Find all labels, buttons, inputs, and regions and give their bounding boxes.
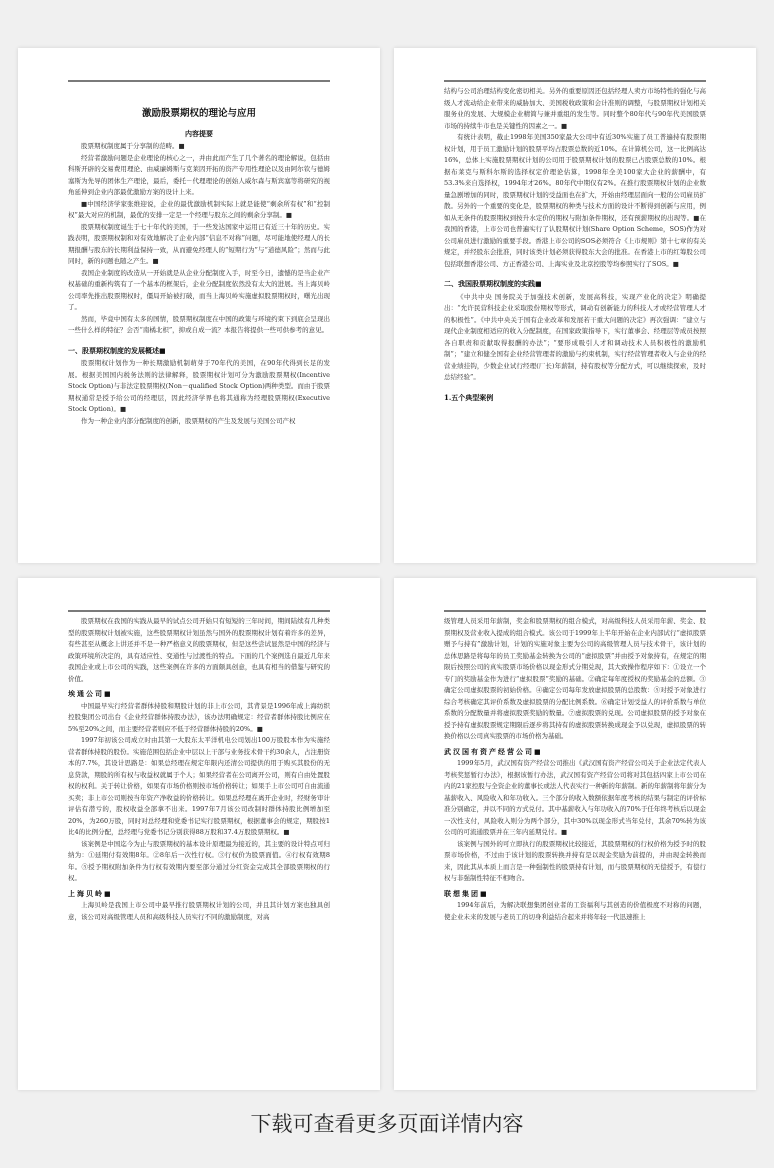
section-heading: 一、股票期权制度的发展概述■ [68,345,166,355]
case-heading: 联想集团■ [444,888,489,898]
body-paragraph: 结构与公司治理结构变化密切相关。另外的重要原因还包括经理人卖方市场特性的强化与高级人才流动给企业带来的威胁加大、美国税收政策和会计准则的调整，与股票期权计划相关服务业的发展、大规模企业精简与兼并重组的发生等。同时整个80年代与90年代美国股票市场的持续牛市也是关键性的因素之一。■ [444,87,706,130]
body-paragraph: 股票期权制度属于分享制的范畴。■ [81,142,185,150]
download-more-prompt[interactable]: 下载可查看更多页面详情内容 [250,1112,524,1136]
body-paragraph: 1994年前后，为解决联想集团创业者的工资福利与其创造的价值极度不对称的问题，使企业未来的发展与老员工的切身利益结合起来并将年轻一代迅速推上 [444,901,706,921]
document-page-4 [394,578,756,1090]
page-content [444,616,706,1070]
document-title: 激励股票期权的理论与应用 [141,108,256,119]
page-content [444,86,706,543]
abstract-label: 内容提要 [185,128,213,138]
body-paragraph: 1999年5月，武汉国有资产经营公司推出《武汉国有资产经营公司关于企业法定代表人考核奖惩暂行办法》，根据该暂行办法，武汉国有资产经营公司将对其包括四家上市公司在内的21家控股与全资企业的董事长或法人代表实行一种新的年薪制。新的年薪制将年薪分为基薪收入、风险收入和年功收入。三个部分的收入数额依据年度考核的结果与制定的评价标准分别确定，并以不同的方式兑付。其中基薪收入与年功收入的70%于任年终考核后以现金一次性支付，风险收入则分为两个部分，其中30%以现金形式当年兑付，其余70%转为该公司的可流通股票并在三年内延期兑付。■ [444,759,706,836]
body-paragraph: 作为一种企业内部分配制度的创新，股票期权的产生及发展与美国公司产权 [81,416,296,425]
page-top-rule [444,80,706,82]
body-paragraph: 股票期权在我国的实践从最早的试点公司开始只有短短的三年时间，期间陆续有几种类型的股票期权计划被实施，这些股票期权计划虽然与国外的股票期权计划有着许多的差异，有些甚至从概念上讲还并不是一种严格意义的股票期权，但是这些尝试显然是中国的经济与政策环境所决定的，具有适应性、变通性与过渡性的特点。下面的几个案例选自最近几年来我国企业或上市公司的实践，这些案例在许多的方面颇具创意，也具有相当的借鉴与研究的价值。 [68,617,330,683]
body-paragraph: 《中共中央 国务院关于加强技术创新，发展高科技，实现产业化的决定》明确提出：“允许民营科技企业采取股份期权等形式，调动有创新能力的科技人才或经营管理人才的积极性”。《中共中央关于国有企业改革和发展若干重大问题的决定》再次强调：“建立与现代企业制度相适应的收入分配制度，在国家政策指导下，实行董事会、经理层等成员按照各自职责和贡献取得报酬的办法”；“要形成吸引人才和调动技术人员积极性的激励机制”；“建立和健全国有企业经营管理者的激励与约束机制，实行经营管理者收入与企业的经营业绩挂钩，少数企业试行经理(厂长)年薪制，持有股权等分配方式，可以继续探索，及时总结经验”。 [444,292,706,381]
body-paragraph: 级管理人员采用年薪制，奖金和股票期权的组合模式，对高级科技人员采用年薪、奖金、股票期权及营业收入提成的组合模式。该公司于1999年上半年开始在企业内部试行“虚拟股票赠予与持有”激励计划，计划的实施对象主要为公司的高级管理人员与技术骨干，该计划的总体思路是将每年的员工奖励基金转换为公司的“虚拟股票”并由授予对象持有，在规定的期限后按照公司的真实股票市场价格以现金形式分期兑现，其大致操作程序如下：①设立一个专门的奖励基金作为进行“虚拟股票”奖励的基础。②确定每年度授权的奖励基金的总额。③确定公司虚拟股票的初始价格。④确定公司每年发放虚拟股票的总股数：⑤对授予对象进行综合考核确定其评价系数及虚拟股票的分配比例系数。⑥确定计划受益人的评价系数与单位系数的分配数量并将虚拟股票奖励的数量。⑦虚拟股票的兑现。公司虚拟股票的授予对象在授予持有虚拟股票规定期限后逐步将其持有的虚拟股票转换成现金予以兑现，虚拟股票的转换价格以公司真实股票的市场价格为基础。 [444,617,706,740]
document-page-3 [18,578,380,1090]
page-content [68,86,330,543]
section-heading: 二、我国股票期权制度的实践■ [444,279,542,288]
case-heading: 埃通公司■ [68,689,113,698]
body-paragraph: 中国最早实行经营者群体持股和期股计划的非上市公司，其背景是1996年成上海纺织控股集团公司出台《企业经营群体持股办法》，该办法明确规定：经营者群体持股比例应在5%至20%之间，而主要经营者则应不低于经营群体持股的20%。■ [68,701,330,733]
case-heading: 武汉国有资产经营公司■ [444,746,543,756]
body-paragraph: 经营者激励问题是企业理论的核心之一，并由此而产生了几个著名的理论解说，包括由科斯开辟的交易费用理论、由威廉姆斯与克莱因开拓的资产专用性理论以及由阿尔钦与德姆塞斯为先导的团体生产理论，最后，委托－代理理论的创始人威尔森与斯宾塞等将研究的视角延伸到企业内部最优激励方案的设计上来。 [68,153,330,196]
page-content [68,616,330,1070]
page-top-rule [68,80,330,82]
body-paragraph: 1997年初该公司成立时由其第一大股东太平洋机电公司划出100万股股本作为实施经营者群体持股的股份。实施范围包括企业中层以上干部与业务技术骨干约30余人，占注册资本的7.7%，其设计思路是：如果总经理在规定年限内还清公司提供的用于购买其股份的无息贷款，期股的所有权与收益权就属于个人；如果经营者在公司离开公司，则有自由处置股权的权利。关于转让价格，如果有市场价格则按市场价格转让；如果手上市公司可自由流通买卖；非上市公司则按当年资产净收益的价格转让。如果总经理在离开企业时，经财务审计评估有潜亏的，股权收益全部拿不出来。1997年7月该公司改制时群体持股比例增加至20%，为260万股，同时对总经理和党委书记实行股票期权，根据董事会的规定，期股按1比4的比例分配，总经理与党委书记分别获得88万股和37.4万股股票期权。■ [68,736,330,836]
document-page-1 [18,48,380,563]
body-paragraph: 该案例与国外的可立即执行的股票期权比较接近，其股票期权的行权价格为授予时的股票市场价格，不过由于该计划的股票转换并持有是以现金奖励为前提的，并由现金转换而来，因此其从本质上而言是一种强制性的股票持有计划，而与股票期权的无偿授予，有偿行权与非强制性特征不相吻合。 [444,839,706,882]
body-paragraph: 然而，毕竟中国有太多的国情，股票期权制度在中国的政策与环境约束下到底会呈现出一些什么样的特征？会否“南橘北枳”，抑或自成一流？本报告将提供一些可供参考的意见。 [68,314,330,334]
page-top-rule [444,610,706,612]
body-paragraph: 该案例是中国迄今为止与股票期权的基本设计原理最为接近的，其主要的设计特点可归纳为：①延期付有效期8年。②8年后一次性行权。③行权价为股票面值。④行权有效期8年。⑤授予期权附加条件为行权有效期内要至部分通过分红资金完成其全部股票期权的行权。 [68,839,330,882]
document-page-2 [394,48,756,563]
body-paragraph: 有统计表明，截止1998年美国350家最大公司中有近30%实施了员工普遍持有股票期权计划，用于员工激励计划的股票平均占股票总数的近10%。在计算机公司，这一比例高达16%，总体上实施股票期权计划的公司用于股票期权计划的股票已占股票总数的10%。根据布莱克与斯科尔斯的选择权定价理论估算，1998年全美100家大企业的薪酬中，有53.3%来自选择权，1994年才26%。80年代中期仅有2%。在推行股票期权计划的企业数量急剧增加的同时，股票期权计划的受益面也在扩大，开始由经理层面向一般的公司雇员扩散。另外的一个重要的变化是，股票期权的种类与技术方面的设计不断得到创新与应用，例如从无条件的股票期权到按升水定价的期权与附加条件期权，还有预薪期权的出现等。■在我国的香港，上市公司也普遍实行了认股期权计划(Share Option Scheme，SOS)作为对公司雇员进行激励的重要手段。香港上市公司的SOS必须符合《上市规则》第十七章的有关规定，并经股东会批准，同时该类计划必须获得股东大会的批准。在香港上市的红筹股公司包括联想香港公司、方正香港公司、上海实业及北京控股等均参照实行了SOS。■ [444,133,706,268]
page-top-rule [68,610,330,612]
body-paragraph: 上海贝岭是我国上市公司中最早推行股票期权计划的公司，并且其计划方案也独具创意，该公司对高级管理人员和高级科技人员实行不同的激励制度，对高 [68,901,330,921]
body-paragraph: 我国企业制度的改造从一开始就是从企业分配制度入手，时至今日，遗憾的是当企业产权基础的重新构筑有了一个基本的框架后，企业分配制度依然没有太大的进展。当上海贝岭公司率先推出股票期权时，僵局开始被打破，而当上海贝岭实施虚拟股票期权时，曙光出现了。 [68,268,330,311]
subsection-heading: 1.五个典型案例 [444,392,494,402]
body-paragraph: 股票期权制度诞生于七十年代的美国，于一些发达国家中运用已有近三十年的历史。实践表明，股票期权制和对有效地解决了企业内部“信息不对称”问题，尽可能地使经理人的长期报酬与股东的长期利益保持一致，从而避免经理人的“短期行为”与“道德风险”；然而与此同时，新的问题也随之产生。■ [68,222,330,265]
case-heading: 上海贝岭■ [68,888,113,898]
body-paragraph: ■中国经济学家张维迎说，企业的最优激励机制实际上就是能使“剩余所有权”和“控制权”最大对应的机制，最优的安排一定是一个经理与股东之间的剩余分享制。■ [68,199,330,219]
body-paragraph: 股票期权计划作为一种长期激励机制萌芽于70年代的美国，在90年代得到长足的发展。根据美国国内税务法则的法律解释，股票期权计划可分为激励股票期权(Incentive Stock Option)与非法定股票期权(Non－qualified Stock Option)两种类型。而由于股票期权通常是授予给公司的经理层，因此经济学界也将其通称为经理股票期权(Executive Stock Option)。■ [68,359,330,413]
